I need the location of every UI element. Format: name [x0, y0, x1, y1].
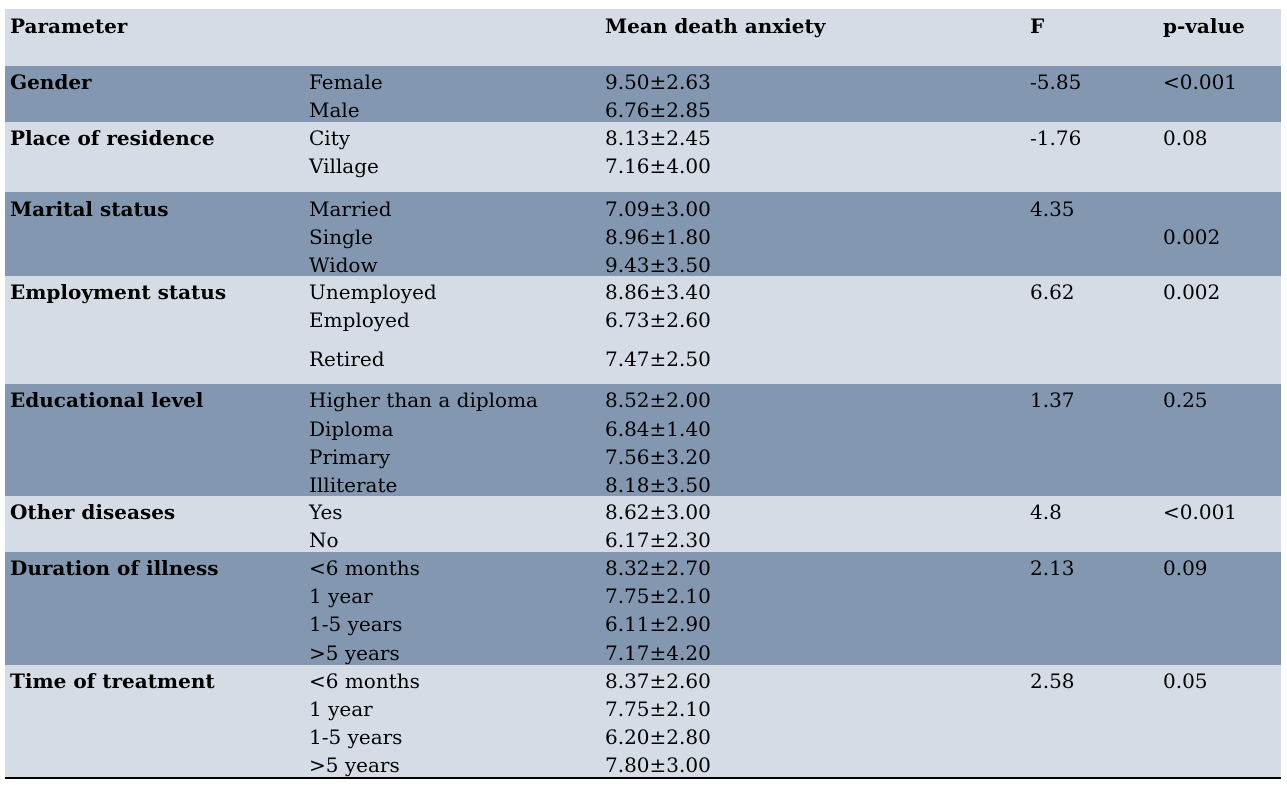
mean-value: 8.86±3.40 — [605, 280, 711, 304]
mean-value: 8.96±1.80 — [605, 225, 711, 249]
mean-value: 7.75±2.10 — [605, 697, 711, 721]
level-label: Higher than a diploma — [309, 388, 538, 412]
parameter-name: Employment status — [10, 280, 227, 304]
p-value: <0.001 — [1163, 70, 1238, 94]
p-value: 0.002 — [1163, 280, 1221, 304]
level-label: Male — [309, 98, 360, 122]
f-value: -1.76 — [1030, 126, 1082, 150]
f-value: 4.35 — [1030, 197, 1075, 221]
level-label: Unemployed — [309, 280, 437, 304]
level-label: Primary — [309, 445, 391, 469]
mean-value: 7.47±2.50 — [605, 347, 711, 371]
level-label: No — [309, 528, 339, 552]
level-label: Illiterate — [309, 473, 398, 496]
group-other-diseases — [5, 496, 1281, 552]
mean-value: 7.75±2.10 — [605, 584, 711, 608]
mean-value: 6.17±2.30 — [605, 528, 711, 552]
level-label: Retired — [309, 347, 385, 371]
level-label: >5 years — [309, 641, 400, 665]
mean-value: 8.18±3.50 — [605, 473, 711, 496]
parameter-name: Educational level — [10, 388, 204, 412]
level-label: 1-5 years — [309, 725, 403, 749]
header-mean-death-anxiety: Mean death anxiety — [605, 14, 826, 38]
level-label: 1 year — [309, 697, 373, 721]
table-bottom-rule — [5, 777, 1281, 779]
mean-value: 8.52±2.00 — [605, 388, 711, 412]
p-value: 0.002 — [1163, 225, 1221, 249]
group-educational-level — [5, 384, 1281, 496]
level-label: Village — [309, 154, 379, 178]
f-value: 6.62 — [1030, 280, 1075, 304]
level-label: Yes — [309, 500, 343, 524]
mean-value: 8.62±3.00 — [605, 500, 711, 524]
header-parameter: Parameter — [10, 14, 128, 38]
level-label: Widow — [309, 253, 378, 276]
mean-value: 6.11±2.90 — [605, 612, 711, 636]
p-value: 0.05 — [1163, 669, 1208, 693]
mean-value: 6.20±2.80 — [605, 725, 711, 749]
level-label: 1-5 years — [309, 612, 403, 636]
f-value: 2.58 — [1030, 669, 1075, 693]
p-value: <0.001 — [1163, 500, 1238, 524]
p-value: 0.08 — [1163, 126, 1208, 150]
level-label: City — [309, 126, 351, 150]
level-label: <6 months — [309, 556, 420, 580]
group-duration-of-illness — [5, 552, 1281, 665]
level-label: Single — [309, 225, 374, 249]
parameter-name: Time of treatment — [10, 669, 215, 693]
f-value: 4.8 — [1030, 500, 1062, 524]
parameter-name: Other diseases — [10, 500, 176, 524]
level-label: >5 years — [309, 753, 400, 777]
header-f: F — [1030, 14, 1045, 38]
level-label: Diploma — [309, 417, 394, 441]
group-employment-status — [5, 276, 1281, 384]
f-value: 2.13 — [1030, 556, 1075, 580]
group-gender — [5, 66, 1281, 122]
mean-value: 6.73±2.60 — [605, 308, 711, 332]
header-p-value: p-value — [1163, 14, 1245, 38]
mean-value: 7.16±4.00 — [605, 154, 711, 178]
p-value: 0.09 — [1163, 556, 1208, 580]
group-time-of-treatment — [5, 665, 1281, 778]
level-label: Female — [309, 70, 383, 94]
group-place-of-residence — [5, 122, 1281, 192]
parameter-name: Place of residence — [10, 126, 215, 150]
f-value: -5.85 — [1030, 70, 1082, 94]
mean-value: 7.09±3.00 — [605, 197, 711, 221]
mean-value: 8.13±2.45 — [605, 126, 711, 150]
mean-value: 7.17±4.20 — [605, 641, 711, 665]
mean-value: 6.84±1.40 — [605, 417, 711, 441]
parameter-name: Gender — [10, 70, 92, 94]
group-marital-status — [5, 192, 1281, 276]
f-value: 1.37 — [1030, 388, 1075, 412]
mean-value: 6.76±2.85 — [605, 98, 711, 122]
level-label: <6 months — [309, 669, 420, 693]
results-table — [5, 9, 1281, 778]
mean-value: 7.56±3.20 — [605, 445, 711, 469]
mean-value: 8.37±2.60 — [605, 669, 711, 693]
level-label: 1 year — [309, 584, 373, 608]
level-label: Employed — [309, 308, 410, 332]
mean-value: 9.50±2.63 — [605, 70, 711, 94]
p-value: 0.25 — [1163, 388, 1208, 412]
mean-value: 9.43±3.50 — [605, 253, 711, 276]
parameter-name: Marital status — [10, 197, 169, 221]
mean-value: 7.80±3.00 — [605, 753, 711, 777]
table-header-row — [5, 9, 1281, 66]
mean-value: 8.32±2.70 — [605, 556, 711, 580]
parameter-name: Duration of illness — [10, 556, 219, 580]
level-label: Married — [309, 197, 392, 221]
